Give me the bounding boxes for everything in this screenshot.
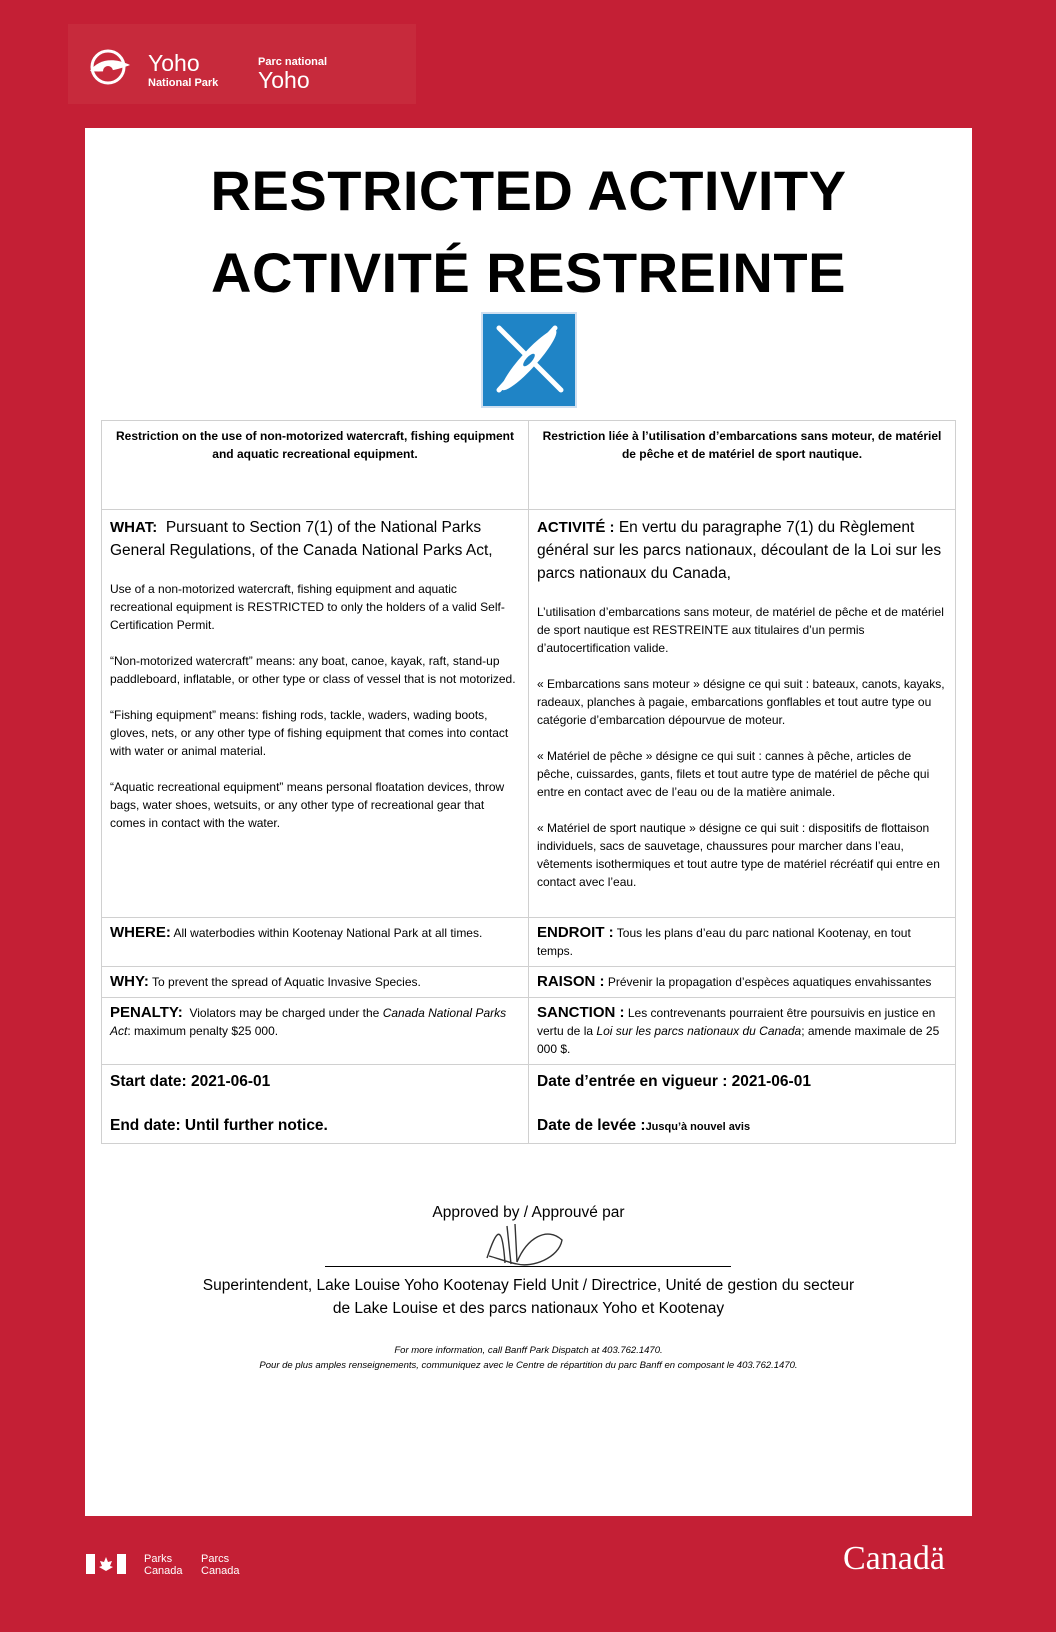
what-label-fr: ACTIVITÉ : [537, 519, 615, 536]
what-para-fr: « Matériel de sport nautique » désigne ce qui suit : dispositifs de flottaison individuels, sacs de sauvetage, chaussures pour marcher dans l’eau, vêtements isothermiques et tout autre type de matériel récréatif qui entre en contact avec l’eau. [537, 821, 940, 889]
canada-flag-icon [86, 1554, 126, 1574]
what-para-en: Use of a non-motorized watercraft, fishing equipment and aquatic recreational equipment is RESTRICTED to only the holders of a valid Self-Certification Permit. [110, 582, 505, 632]
signature [477, 1218, 567, 1273]
table-head-fr: Restriction liée à l’utilisation d’embarcations sans moteur, de matériel de pêche et de matériel de sport nautique. [529, 421, 956, 510]
start-date-fr: Date d’entrée en vigueur : 2021-06-01 [537, 1073, 811, 1090]
why-cell-en [102, 967, 529, 998]
penalty-label-fr: SANCTION : [537, 1004, 625, 1021]
park-header [68, 24, 416, 104]
penalty-text-fr-2: ; amende maximale de 25 000 $. [537, 1024, 940, 1056]
what-cell-en [102, 510, 529, 918]
signatory-title [85, 1274, 972, 1320]
penalty-text-en-1: Violators may be charged under the [189, 1006, 380, 1020]
what-cell-fr [529, 510, 956, 918]
what-para-fr: L’utilisation d’embarcations sans moteur, de matériel de pêche et de matériel de sport nautique est RESTREINTE aux titulaires d’un permis d’autocertification valide. [537, 605, 944, 655]
why-label-fr: RAISON : [537, 973, 605, 990]
approved-by: Approved by / Approuvé par [432, 1204, 625, 1221]
contact-info [85, 1343, 972, 1373]
why-label-en: WHY: [110, 973, 149, 990]
where-label-fr: ENDROIT : [537, 924, 614, 941]
start-date-en: Start date: 2021-06-01 [110, 1073, 271, 1090]
where-label-en: WHERE: [110, 924, 171, 941]
what-lead-fr: En vertu du paragraphe 7(1) du Règlement général sur les parcs nationaux, découlant de la Loi sur les parcs nationaux du Canada, [537, 519, 942, 582]
park-name-en-big: Yoho [148, 50, 200, 76]
parks-canada-en [144, 1553, 183, 1577]
signature-line [325, 1266, 731, 1267]
kayak-icon [481, 312, 577, 408]
what-para-en: “Non-motorized watercraft” means: any boat, canoe, kayak, raft, stand-up paddleboard, inflatable, or other type or class of vessel that is not motorized. [110, 654, 516, 686]
penalty-text-en-2: : maximum penalty $25 000. [127, 1024, 279, 1038]
end-date-fr-value: Jusqu’à nouvel avis [645, 1121, 751, 1133]
contact-info-fr: Pour de plus amples renseignements, communiquez avec le Centre de répartition du parc Banff en composant le 403.762.1470. [259, 1360, 798, 1371]
penalty-cell-fr [529, 998, 956, 1065]
parks-en-1: Parks [144, 1553, 173, 1565]
what-para-fr: « Embarcations sans moteur » désigne ce qui suit : bateaux, canots, kayaks, radeaux, planches à pagaie, embarcations gonflables et tout autre type ou catégorie d’embarcation dépourvue de moteur. [537, 677, 945, 727]
end-date-en: End date: Until further notice. [110, 1117, 328, 1134]
signatory-line2: de Lake Louise et des parcs nationaux Yoho et Kootenay [332, 1300, 725, 1317]
penalty-label-en: PENALTY: [110, 1004, 183, 1021]
what-para-en: “Fishing equipment” means: fishing rods, tackle, waders, wading boots, gloves, nets, or any other type of fishing equipment that comes into contact with water or animal material. [110, 708, 509, 758]
parks-fr-2: Canada [201, 1565, 240, 1577]
what-lead-en: Pursuant to Section 7(1) of the National Parks General Regulations, of the Canada National Parks Act, [110, 519, 493, 559]
park-name-en [148, 52, 218, 89]
end-date-fr-label: Date de levée : [537, 1117, 646, 1134]
penalty-cell-en [102, 998, 529, 1065]
notice-sheet [85, 128, 972, 1516]
parks-fr-1: Parcs [201, 1553, 230, 1565]
what-label-en: WHAT: [110, 519, 158, 536]
what-para-fr: « Matériel de pêche » désigne ce qui suit : cannes à pêche, articles de pêche, cuissardes, gants, filets et tout autre type de matériel de pêche qui entre en contact avec de l’eau ou de la matière animale. [537, 749, 930, 799]
where-cell-en [102, 918, 529, 967]
penalty-text-fr-1: Les contrevenants pourraient être poursuivis en justice en vertu de la [537, 1006, 936, 1038]
dates-cell-fr [529, 1065, 956, 1144]
penalty-act-en: Canada National Parks Act [110, 1006, 507, 1038]
parks-canada-beaver-icon [84, 49, 136, 85]
dates-cell-en [102, 1065, 529, 1144]
why-text-en: To prevent the spread of Aquatic Invasive Species. [152, 975, 421, 989]
park-name-fr-small: Parc national [258, 56, 328, 68]
contact-info-en: For more information, call Banff Park Dispatch at 403.762.1470. [394, 1345, 663, 1356]
title-fr: ACTIVITÉ RESTREINTE [211, 241, 846, 304]
park-name-fr [258, 57, 327, 92]
penalty-act-fr: Loi sur les parcs nationaux du Canada [596, 1024, 802, 1038]
where-text-en: All waterbodies within Kootenay National Park at all times. [173, 926, 483, 940]
parks-en-2: Canada [144, 1565, 183, 1577]
park-name-en-small: National Park [148, 77, 219, 89]
why-cell-fr [529, 967, 956, 998]
where-text-fr: Tous les plans d’eau du parc national Kootenay, en tout temps. [537, 926, 911, 958]
canada-wordmark: Canadä [843, 1540, 945, 1577]
table-head-en: Restriction on the use of non-motorized watercraft, fishing equipment and aquatic recreational equipment. [102, 421, 529, 510]
why-text-fr: Prévenir la propagation d’espèces aquatiques envahissantes [607, 975, 932, 989]
what-para-en: “Aquatic recreational equipment” means personal floatation devices, throw bags, water shoes, wetsuits, or any other type of recreational gear that comes in contact with the water. [110, 780, 505, 830]
park-name-fr-big: Yoho [258, 67, 310, 93]
signatory-line1: Superintendent, Lake Louise Yoho Kootenay Field Unit / Directrice, Unité de gestion du secteur [202, 1277, 855, 1294]
where-cell-fr [529, 918, 956, 967]
parks-canada-fr [201, 1553, 240, 1577]
restriction-table [101, 420, 956, 1144]
title-en: RESTRICTED ACTIVITY [210, 159, 847, 222]
